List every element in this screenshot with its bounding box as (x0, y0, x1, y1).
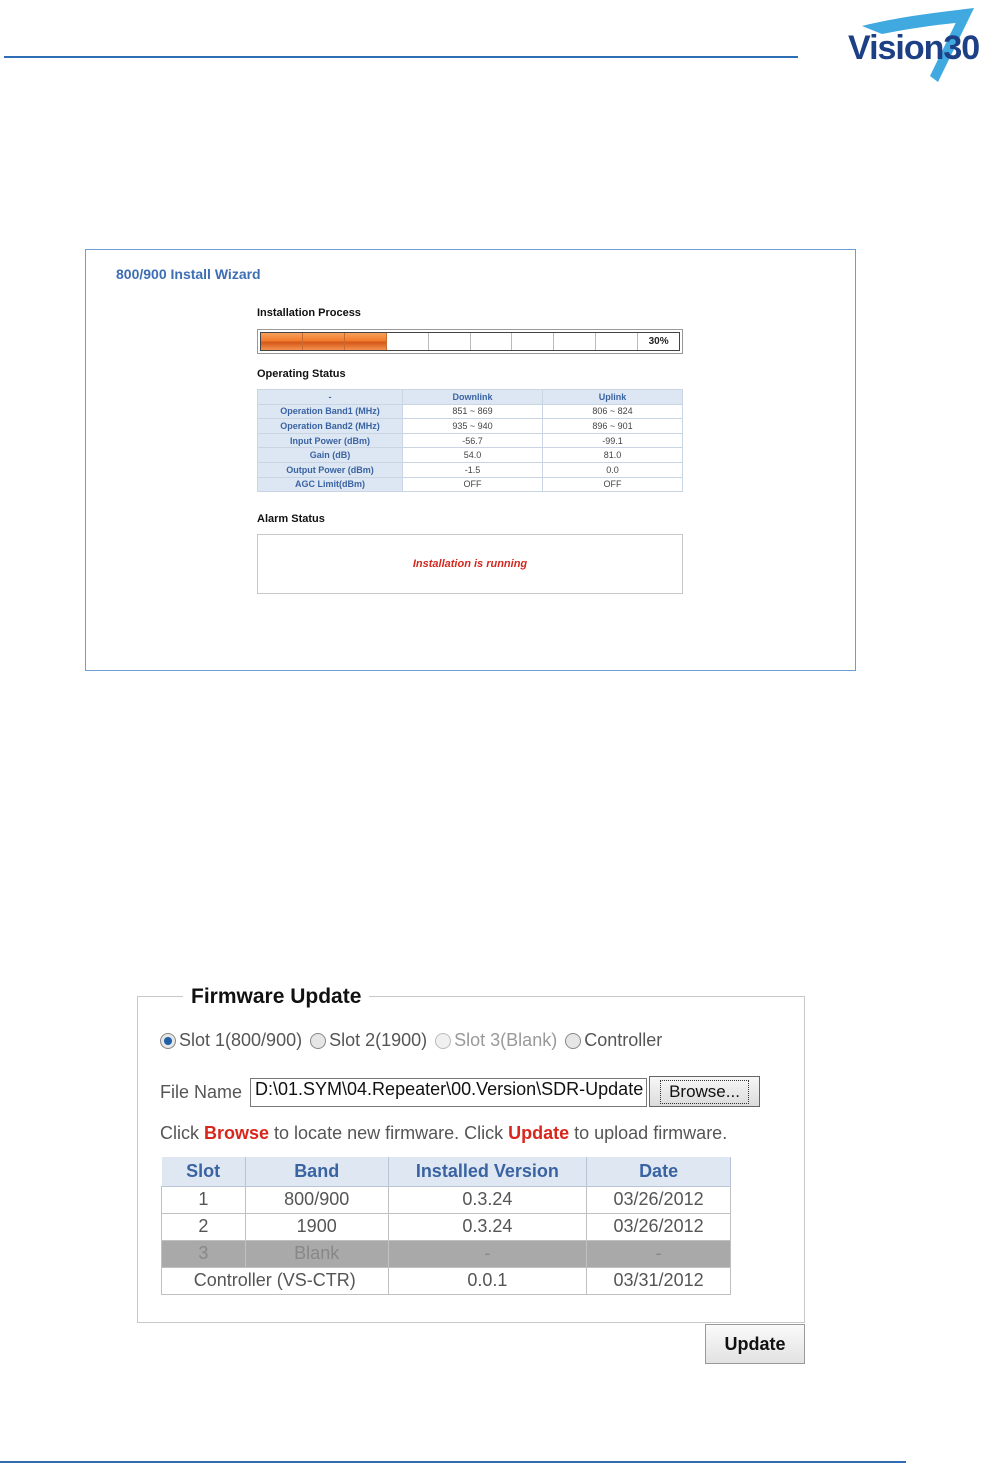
progress-segment-empty (554, 333, 596, 350)
hint-browse-keyword: Browse (204, 1123, 270, 1143)
status-row (258, 433, 683, 448)
table-row (162, 1213, 731, 1240)
progress-segment-filled (261, 333, 303, 350)
status-header-uplink: Uplink (543, 390, 683, 405)
header-rule (4, 56, 798, 58)
radio-unselected-icon[interactable] (565, 1033, 581, 1049)
status-row (258, 462, 683, 477)
fw-date: - (587, 1240, 731, 1267)
hint-text: Click (160, 1123, 204, 1143)
status-row (258, 448, 683, 463)
status-header-downlink: Downlink (403, 390, 543, 405)
fw-slot: 2 (162, 1213, 246, 1240)
file-name-label: File Name (160, 1082, 243, 1102)
fw-slot: 3 (162, 1240, 246, 1267)
progress-segment-empty (429, 333, 471, 350)
operating-status-table (257, 389, 683, 492)
status-downlink-value: 851 ~ 869 (403, 404, 543, 419)
fw-date: 03/26/2012 (587, 1213, 731, 1240)
status-uplink-value: 806 ~ 824 (543, 404, 683, 419)
radio-slot-2[interactable] (310, 1030, 427, 1051)
fw-version: 0.3.24 (388, 1213, 587, 1240)
radio-label: Slot 3(Blank) (454, 1030, 558, 1050)
fw-slot: 1 (162, 1186, 246, 1213)
status-row-label: Input Power (dBm) (258, 433, 403, 448)
installation-process-label: Installation Process (257, 307, 361, 319)
radio-unselected-icon[interactable] (310, 1033, 326, 1049)
progress-segment-empty (596, 333, 638, 350)
alarm-message: Installation is running (412, 558, 528, 570)
fw-header-row (162, 1157, 731, 1186)
hint-text: to upload firmware. (569, 1123, 728, 1143)
status-uplink-value: 81.0 (543, 448, 683, 463)
fw-band: 1900 (245, 1213, 388, 1240)
fw-version: - (388, 1240, 587, 1267)
browse-button-label: Browse... (660, 1080, 749, 1104)
status-row-label: Gain (dB) (258, 448, 403, 463)
status-row-label: Operation Band2 (MHz) (258, 419, 403, 434)
fw-header-date: Date (587, 1157, 731, 1186)
status-uplink-value: OFF (543, 477, 683, 492)
progress-segment-filled (345, 333, 387, 350)
radio-label: Slot 1(800/900) (179, 1030, 303, 1050)
table-row (162, 1186, 731, 1213)
firmware-hint (160, 1123, 727, 1144)
radio-selected-icon[interactable] (160, 1033, 176, 1049)
status-uplink-value: 0.0 (543, 462, 683, 477)
fw-header-band: Band (245, 1157, 388, 1186)
status-uplink-value: -99.1 (543, 433, 683, 448)
status-downlink-value: 54.0 (403, 448, 543, 463)
installation-progress-bar (257, 329, 683, 354)
install-wizard-panel (85, 249, 856, 671)
status-row-label: Output Power (dBm) (258, 462, 403, 477)
status-row (258, 419, 683, 434)
status-row (258, 477, 683, 492)
progress-segment-empty (471, 333, 513, 350)
status-header-blank: - (258, 390, 403, 405)
status-downlink-value: 935 ~ 940 (403, 419, 543, 434)
radio-label: Controller (584, 1030, 663, 1050)
hint-update-keyword: Update (508, 1123, 570, 1143)
fw-header-slot: Slot (162, 1157, 246, 1186)
update-button[interactable]: Update (705, 1324, 805, 1364)
slot-radio-group (160, 1030, 670, 1051)
fw-header-version: Installed Version (388, 1157, 587, 1186)
radio-disabled-icon (435, 1033, 451, 1049)
wizard-title: 800/900 Install Wizard (116, 266, 261, 282)
radio-slot-1[interactable] (160, 1030, 302, 1051)
progress-track (260, 332, 680, 351)
fw-version: 0.3.24 (388, 1186, 587, 1213)
operating-status-label: Operating Status (257, 368, 346, 380)
status-row-label: AGC Limit(dBm) (258, 477, 403, 492)
browse-button[interactable] (649, 1076, 760, 1107)
fw-controller: Controller (VS-CTR) (162, 1267, 389, 1294)
hint-text: to locate new firmware. Click (269, 1123, 509, 1143)
progress-segment-filled (303, 333, 345, 350)
radio-label: Slot 2(1900) (329, 1030, 428, 1050)
status-uplink-value: 896 ~ 901 (543, 419, 683, 434)
radio-controller[interactable] (565, 1030, 662, 1051)
status-downlink-value: OFF (403, 477, 543, 492)
fw-date: 03/26/2012 (587, 1186, 731, 1213)
firmware-update-title: Firmware Update (183, 985, 369, 1009)
file-name-input[interactable]: D:\01.SYM\04.Repeater\00.Version\SDR-Update (250, 1078, 647, 1107)
progress-percent-label: 30% (648, 336, 669, 347)
fw-date: 03/31/2012 (587, 1267, 731, 1294)
firmware-version-table (161, 1157, 731, 1295)
fw-band: Blank (245, 1240, 388, 1267)
status-downlink-value: -1.5 (403, 462, 543, 477)
status-row-label: Operation Band1 (MHz) (258, 404, 403, 419)
status-downlink-value: -56.7 (403, 433, 543, 448)
status-header-row (258, 390, 683, 405)
logo-text: Vision30 (848, 29, 980, 67)
table-row (162, 1267, 731, 1294)
fw-version: 0.0.1 (388, 1267, 587, 1294)
alarm-status-label: Alarm Status (257, 513, 325, 525)
radio-slot-3 (435, 1030, 557, 1051)
table-row-disabled (162, 1240, 731, 1267)
status-row (258, 404, 683, 419)
progress-segment-empty (387, 333, 429, 350)
vision30-logo (842, 4, 988, 88)
footer-rule (0, 1461, 906, 1463)
fw-band: 800/900 (245, 1186, 388, 1213)
alarm-status-box (257, 534, 683, 594)
progress-segment-empty (512, 333, 554, 350)
